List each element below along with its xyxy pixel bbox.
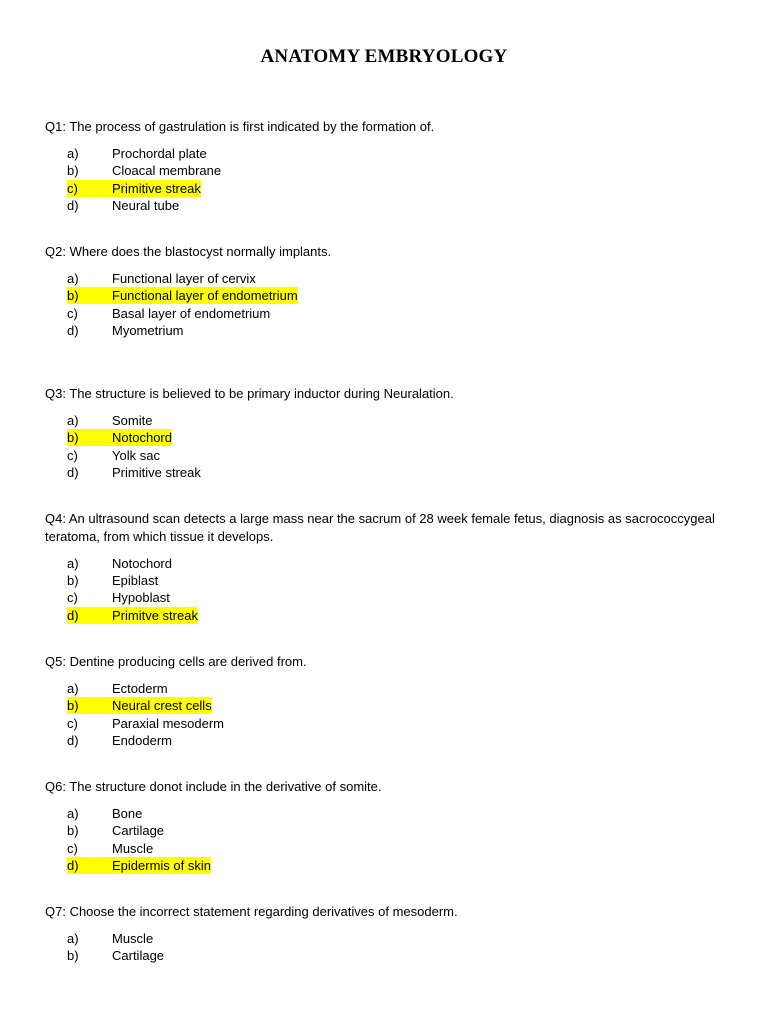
question-7: Q7: Choose the incorrect statement regarding derivatives of mesoderm.: [45, 904, 458, 919]
question-6: Q6: The structure donot include in the derivative of somite.: [45, 779, 382, 794]
option-letter: b): [67, 823, 79, 839]
question-1: Q1: The process of gastrulation is first indicated by the formation of.: [45, 119, 435, 134]
question-2: Q2: Where does the blastocyst normally implants.: [45, 244, 332, 259]
option-letter: a): [67, 146, 79, 161]
option-letter: c): [67, 305, 78, 321]
option-text: Bone: [112, 806, 143, 821]
option-letter: d): [67, 733, 79, 749]
option-letter: a): [67, 413, 79, 428]
option-letter: a): [67, 271, 79, 286]
option-letter: d): [67, 465, 79, 481]
option-letter: d): [67, 857, 112, 874]
option-text: Ectoderm: [112, 681, 168, 696]
option-letter: d): [67, 607, 112, 624]
question-4: Q4: An ultrasound scan detects a large mass near the sacrum of 28 week female fetus, diagnosis as sacrococcygeal teratoma, from which tissue it develops.: [45, 511, 715, 544]
page-title: ANATOMY EMBRYOLOGY: [260, 46, 508, 67]
option-text: Epiblast: [112, 572, 159, 588]
option-letter: d): [67, 198, 79, 214]
option-letter: b): [67, 697, 112, 714]
option-letter: b): [67, 287, 112, 304]
option-text: Paraxial mesoderm: [112, 715, 224, 731]
option-letter: a): [67, 681, 79, 696]
option-text: Basal layer of endometrium: [112, 305, 271, 321]
option-text: Functional layer of endometrium: [112, 288, 298, 304]
option-text: Muscle: [112, 840, 154, 856]
question-5: Q5: Dentine producing cells are derived from.: [45, 654, 307, 669]
option-text: Yolk sac: [112, 447, 160, 463]
option-letter: b): [67, 948, 79, 964]
option-text: Prochordal plate: [112, 146, 207, 161]
option-text: Primitve streak: [112, 607, 198, 623]
option-text: Neural crest cells: [112, 698, 212, 714]
option-text: Notochord: [112, 555, 172, 571]
option-text: Functional layer of cervix: [112, 271, 256, 286]
question-3: Q3: The structure is believed to be primary inductor during Neuralation.: [45, 386, 454, 401]
option-text: Cartilage: [112, 948, 165, 964]
option-letter: b): [67, 429, 112, 446]
option-letter: d): [67, 323, 79, 339]
option-letter: b): [67, 572, 79, 588]
option-letter: b): [67, 163, 79, 179]
option-text: Somite: [112, 413, 153, 428]
option-letter: c): [67, 715, 78, 731]
option-text: Notochord: [112, 430, 172, 446]
option-letter: c): [67, 447, 78, 463]
option-text: Hypoblast: [112, 590, 170, 606]
option-letter: c): [67, 840, 78, 856]
option-letter: c): [67, 180, 112, 197]
option-text: Epidermis of skin: [112, 858, 211, 874]
option-letter: c): [67, 590, 78, 606]
option-text: Endoderm: [112, 733, 172, 749]
option-letter: a): [67, 555, 79, 571]
option-text: Neural tube: [112, 198, 180, 214]
option-letter: a): [67, 806, 79, 821]
option-text: Primitive streak: [112, 180, 201, 196]
option-text: Cartilage: [112, 823, 165, 839]
option-text: Myometrium: [112, 323, 184, 339]
option-letter: a): [67, 931, 79, 946]
option-text: Cloacal membrane: [112, 163, 222, 179]
option-text: Primitive streak: [112, 465, 201, 481]
option-text: Muscle: [112, 931, 154, 946]
